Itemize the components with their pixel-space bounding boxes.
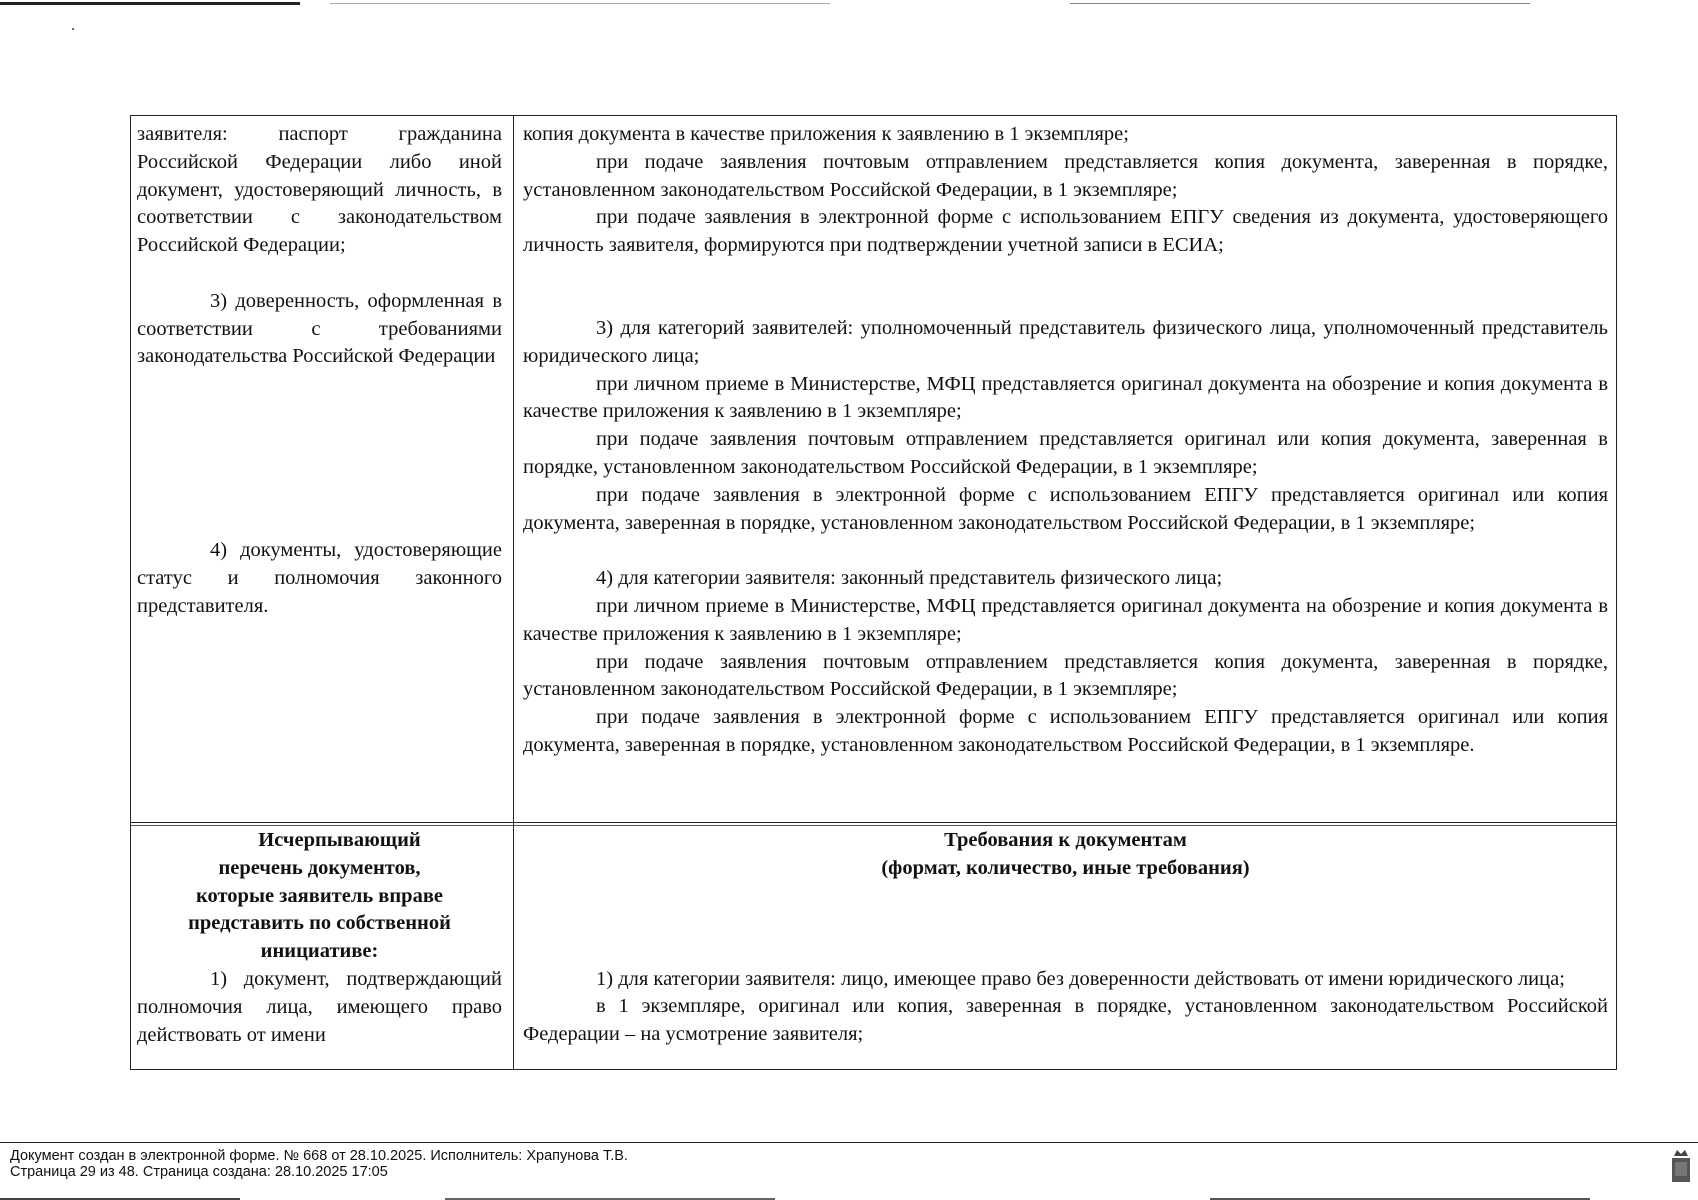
left-paragraph: 1) документ, подтверждающий полномочия лица, имеющего право действовать от имени — [137, 967, 502, 1046]
document-table — [130, 115, 1617, 1070]
right-paragraph: при личном приеме в Министерстве, МФЦ представляется оригинал документа на обозрение и копия документа в качестве приложения к заявлению в 1 экземпляре; — [523, 594, 1608, 645]
right-paragraph: в 1 экземпляре, оригинал или копия, заверенная в порядке, установленном законодательством Российской Федерации – на усмотрение заявителя; — [523, 995, 1608, 1046]
footer-info — [10, 1148, 628, 1180]
row1-left-cell — [137, 121, 502, 621]
footer-line-page: Страница 29 из 48. Страница создана: 28.10.2025 17:05 — [10, 1164, 388, 1180]
left-paragraph: заявителя: паспорт гражданина Российской Федерации либо иной документ, удостоверяющий личность, в соответствии с законодательством Российской Федерации; — [137, 123, 502, 257]
right-paragraph: 4) для категории заявителя: законный представитель физического лица; — [596, 567, 1223, 590]
heading-line: перечень документов, — [218, 856, 421, 879]
scan-speck — [72, 28, 74, 30]
row1-right-cell — [523, 121, 1608, 760]
heading-line: (формат, количество, иные требования) — [881, 856, 1250, 879]
coat-of-arms-icon — [1672, 1148, 1690, 1182]
row2-right-cell — [523, 827, 1608, 1049]
row2-left-cell — [137, 827, 502, 1049]
right-paragraph: 1) для категории заявителя: лицо, имеющее право без доверенности действовать от имени юридического лица; — [596, 967, 1565, 990]
left-paragraph: 3) доверенность, оформленная в соответствии с требованиями законодательства Российской Федерации — [137, 289, 502, 368]
footer-divider — [0, 1142, 1698, 1143]
right-paragraph: при подаче заявления почтовым отправлением представляется копия документа, заверенная в порядке, установленном законодательством Российской Федерации, в 1 экземпляре; — [523, 150, 1608, 201]
right-paragraph: при подаче заявления в электронной форме с использованием ЕПГУ представляется оригинал или копия документа, заверенная в порядке, установленном законодательством Российской Федерации, в 1 экземпляре. — [523, 706, 1608, 756]
heading-line: которые заявитель вправе — [195, 884, 443, 907]
heading-line: представить по собственной — [188, 912, 451, 935]
scan-artifact-line — [0, 2, 300, 5]
left-section-heading — [137, 827, 502, 966]
right-section-heading — [523, 827, 1608, 883]
right-paragraph: 3) для категорий заявителей: уполномоченный представитель физического лица, уполномоченный представитель юридического лица; — [523, 316, 1608, 367]
footer-line-document: Документ создан в электронной форме. № 668 от 28.10.2025. Исполнитель: Храпунова Т.В. — [10, 1148, 628, 1164]
heading-line: Требования к документам — [944, 829, 1187, 851]
heading-line: Исчерпывающий — [258, 829, 421, 851]
scan-artifact-line — [1070, 3, 1530, 4]
table-column-divider — [513, 116, 514, 1069]
right-paragraph: при подаче заявления в электронной форме с использованием ЕПГУ представляется оригинал или копия документа, заверенная в порядке, установленном законодательством Российской Федерации, в 1 экземпляре; — [523, 483, 1608, 534]
table-row-divider — [131, 822, 1616, 823]
right-paragraph: при подаче заявления почтовым отправлением представляется копия документа, заверенная в порядке, установленном законодательством Российской Федерации, в 1 экземпляре; — [523, 650, 1608, 701]
right-paragraph: при подаче заявления в электронной форме с использованием ЕПГУ сведения из документа, удостоверяющего личность заявителя, формируются при подтверждении учетной записи в ЕСИА; — [523, 206, 1608, 257]
right-paragraph: при личном приеме в Министерстве, МФЦ представляется оригинал документа на обозрение и копия документа в качестве приложения к заявлению в 1 экземпляре; — [523, 372, 1608, 423]
heading-line: инициативе: — [260, 940, 379, 963]
left-paragraph: 4) документы, удостоверяющие статус и полномочия законного представителя. — [137, 539, 502, 617]
right-paragraph: при подаче заявления почтовым отправлением представляется оригинал или копия документа, заверенная в порядке, установленном законодательством Российской Федерации, в 1 экземпляре; — [523, 428, 1608, 478]
scan-artifact-line — [330, 3, 830, 4]
table-row-divider — [131, 825, 1616, 826]
right-paragraph: копия документа в качестве приложения к заявлению в 1 экземпляре; — [523, 123, 1129, 145]
